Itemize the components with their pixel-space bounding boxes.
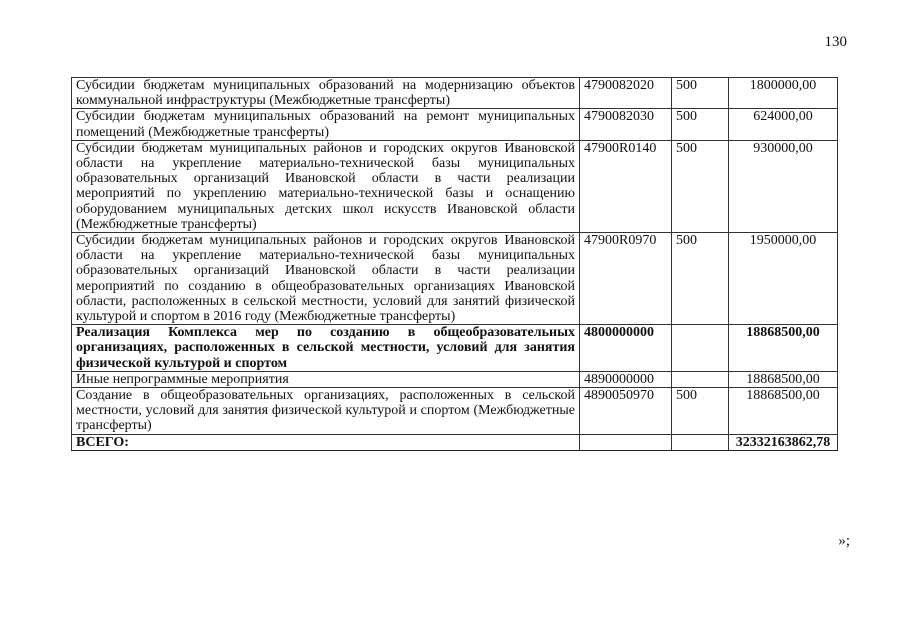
table-row	[72, 78, 838, 109]
table-row	[72, 371, 838, 387]
row-amount: 18868500,00	[729, 325, 838, 372]
row-amount: 18868500,00	[729, 388, 838, 435]
row-code: 4790082020	[580, 78, 672, 109]
row-expense-type	[672, 371, 729, 387]
row-description: Реализация Комплекса мер по созданию в общеобразовательных организациях, расположенных в сельской местности, условий для занятия физической культурой и спортом	[72, 325, 580, 372]
budget-table	[71, 77, 838, 451]
row-description: Субсидии бюджетам муниципальных образований на модернизацию объектов коммунальной инфраструктуры (Межбюджетные трансферты)	[72, 78, 580, 109]
row-amount: 930000,00	[729, 140, 838, 232]
total-amount: 32332163862,78	[729, 434, 838, 450]
row-description: Субсидии бюджетам муниципальных районов и городских округов Ивановской области на укрепление материально-технической базы муниципальных образовательных организаций Ивановской области в части реализации мероприятий по созданию в общеобразовательных организациях Ивановской области, расположенных в сельской местности, условий для занятий физической культурой и спортом в 2016 году (Межбюджетные трансферты)	[72, 233, 580, 325]
page-number: 130	[824, 34, 847, 50]
row-expense-type: 500	[672, 388, 729, 435]
row-description: Иные непрограммные мероприятия	[72, 371, 580, 387]
row-code: 4800000000	[580, 325, 672, 372]
row-code: 4890000000	[580, 371, 672, 387]
row-amount: 1800000,00	[729, 78, 838, 109]
table-row	[72, 388, 838, 435]
budget-table-body	[72, 78, 838, 451]
table-row	[72, 140, 838, 232]
row-description: Субсидии бюджетам муниципальных районов и городских округов Ивановской области на укрепление материально-технической базы муниципальных образовательных организаций Ивановской области в части реализации мероприятий по укреплению материально-технической базы и оснащению оборудованием муниципальных детских школ искусств Ивановской области (Межбюджетные трансферты)	[72, 140, 580, 232]
row-expense-type: 500	[672, 233, 729, 325]
row-code: 4790082030	[580, 109, 672, 140]
row-amount: 1950000,00	[729, 233, 838, 325]
row-code: 47900R0140	[580, 140, 672, 232]
table-row-section	[72, 325, 838, 372]
row-code: 4890050970	[580, 388, 672, 435]
row-expense-type: 500	[672, 78, 729, 109]
row-amount: 18868500,00	[729, 371, 838, 387]
row-expense-type: 500	[672, 140, 729, 232]
table-row	[72, 109, 838, 140]
row-description: Создание в общеобразовательных организациях, расположенных в сельской местности, условий для занятия физической культурой и спортом (Межбюджетные трансферты)	[72, 388, 580, 435]
row-description: Субсидии бюджетам муниципальных образований на ремонт муниципальных помещений (Межбюджетные трансферты)	[72, 109, 580, 140]
row-expense-type	[672, 325, 729, 372]
closing-quote-mark: »;	[838, 533, 850, 549]
total-expense-type	[672, 434, 729, 450]
row-expense-type: 500	[672, 109, 729, 140]
table-row	[72, 233, 838, 325]
row-code: 47900R0970	[580, 233, 672, 325]
row-amount: 624000,00	[729, 109, 838, 140]
table-row-total	[72, 434, 838, 450]
total-code	[580, 434, 672, 450]
total-label: ВСЕГО:	[72, 434, 580, 450]
